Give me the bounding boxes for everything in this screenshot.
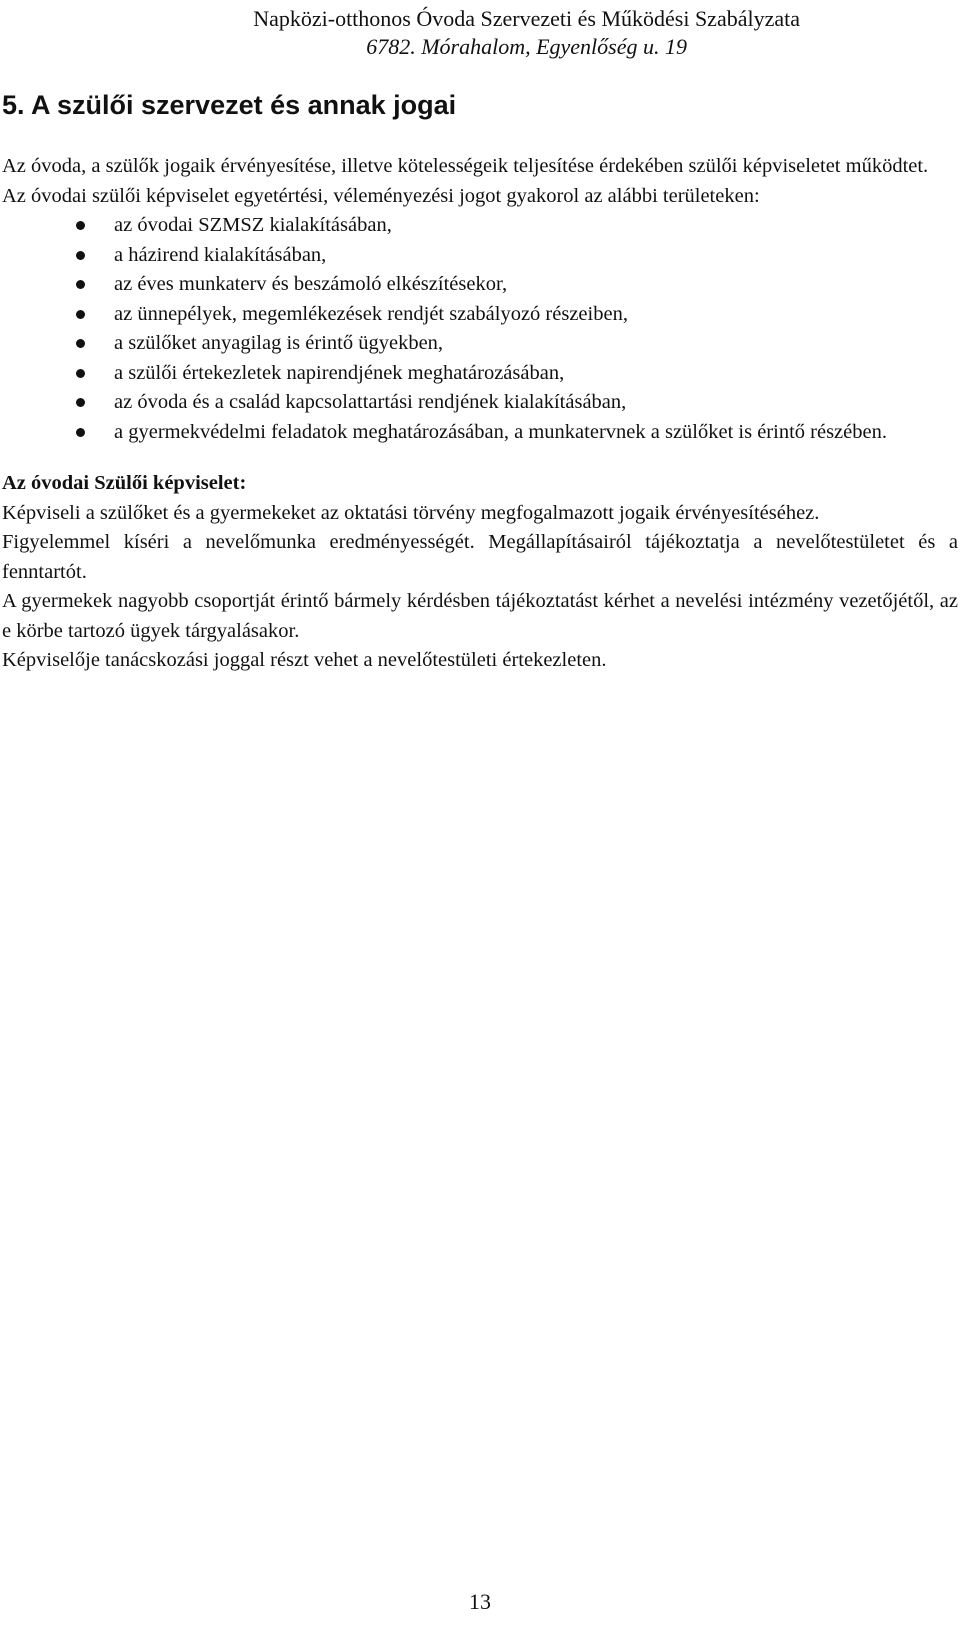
bullet-icon [76,280,85,289]
list-item [2,270,958,300]
bullet-icon [76,251,85,260]
list-item [2,211,958,241]
bullet-icon [76,339,85,348]
body-paragraph: Figyelemmel kíséri a nevelőmunka eredményességét. Megállapításairól tájékoztatja a nevelőtestületet és a fenntartót. [2,531,958,583]
list-item [2,300,958,330]
list-item-text: a gyermekvédelmi feladatok meghatározásában, a munkatervnek a szülőket is érintő részében. [114,420,887,443]
list-item-text: az éves munkaterv és beszámoló elkészítésekor, [114,273,508,295]
body-paragraph: A gyermekek nagyobb csoportját érintő bármely kérdésben tájékoztatást kérhet a nevelési intézmény vezetőjétől, az e körbe tartozó ügyek tárgyalásakor. [2,590,958,642]
bullet-icon [76,369,85,378]
list-item [2,241,958,271]
section-body [2,152,958,676]
bullet-icon [76,428,85,437]
intro-paragraph: Az óvoda, a szülők jogaik érvényesítése, illetve kötelességeik teljesítése érdekében szülői képviseletet működtet. [2,155,929,177]
list-item [2,418,958,448]
list-item [2,329,958,359]
institution-address: 6782. Mórahalom, Egyenlőség u. 19 [366,34,687,59]
bullet-icon [76,398,85,407]
rights-list [2,211,958,447]
subheading: Az óvodai Szülői képviselet: [2,472,247,494]
list-item-text: az óvoda és a család kapcsolattartási rendjének kialakításában, [114,391,627,413]
list-item-text: a szülői értekezletek napirendjének meghatározásában, [114,361,565,384]
list-item [2,359,958,389]
document-title: Napközi-otthonos Óvoda Szervezeti és Működési Szabályzata [253,6,800,31]
bullet-icon [76,310,85,319]
page-number: 13 [469,1589,491,1614]
list-item-text: az ünnepélyek, megemlékezések rendjét szabályozó részeiben, [114,302,628,325]
body-paragraph: Képviselője tanácskozási joggal részt vehet a nevelőtestületi értekezleten. [2,649,607,671]
body-paragraph: Képviseli a szülőket és a gyermekeket az oktatási törvény megfogalmazott jogaik érvényesítéséhez. [2,501,820,524]
list-item-text: a szülőket anyagilag is érintő ügyekben, [114,332,444,354]
list-item [2,388,958,418]
bullet-icon [76,221,85,230]
spacer [2,447,958,457]
section-title: 5. A szülői szervezet és annak jogai [2,90,457,120]
list-item-text: az óvodai SZMSZ kialakításában, [114,214,392,236]
page-header [253,5,800,61]
list-intro: Az óvodai szülői képviselet egyetértési, véleményezési jogot gyakorol az alábbi területeken: [2,184,760,207]
list-item-text: a házirend kialakításában, [114,243,327,266]
